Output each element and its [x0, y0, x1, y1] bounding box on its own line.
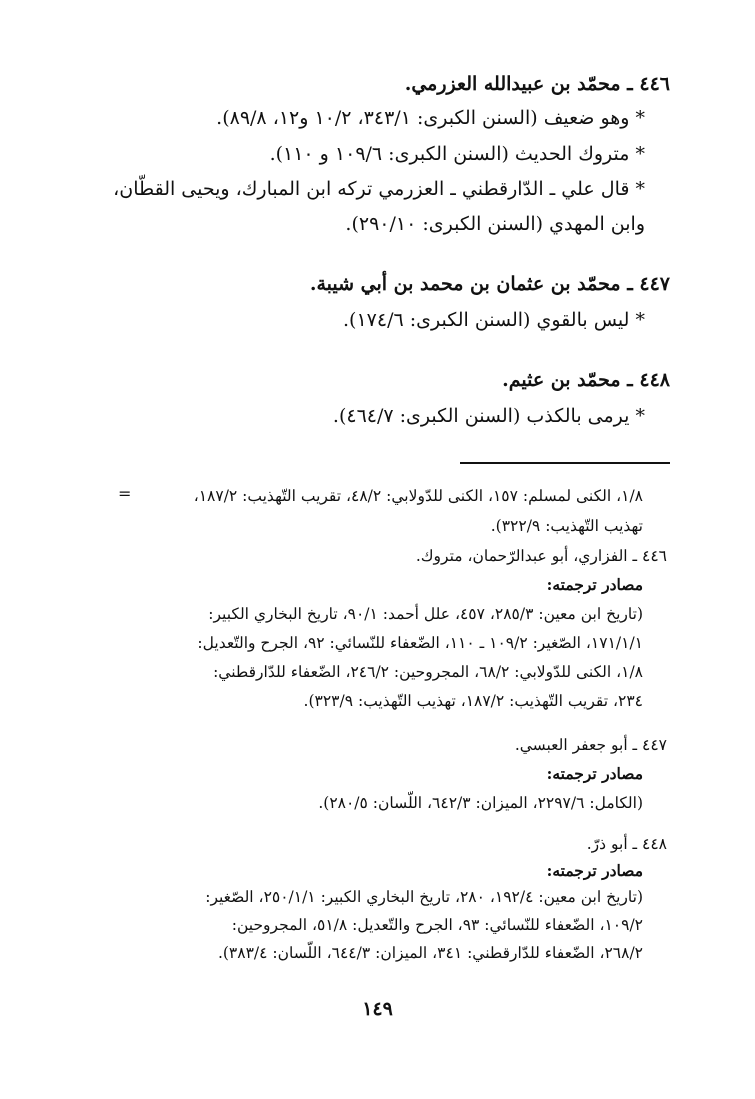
footnote-separator	[460, 462, 670, 464]
footnote-prev-line-1: ١/٨، الكنى لمسلم: ١٥٧، الكنى للدّولابي: ٤٨/٢، تقريب التّهذيب: ١٨٧/٢،	[193, 487, 643, 505]
entry-448-heading: ٤٤٨ ـ محمّد بن عثيم.	[502, 369, 670, 391]
entry-446-heading: ٤٤٦ ـ محمّد بن عبيدالله العزرمي.	[404, 73, 670, 95]
footnote-446-sources-label: مصادر ترجمته:	[546, 575, 643, 594]
continuation-mark: =	[118, 484, 132, 503]
footnote-446-line-4: ٢٣٤، تقريب التّهذيب: ١٨٧/٢، تهذيب التّهذيب: ٣٢٣/٩).	[303, 692, 643, 710]
entry-447-heading: ٤٤٧ ـ محمّد بن عثمان بن محمد بن أبي شيبة.	[309, 273, 670, 295]
footnote-prev-line-2: تهذيب التّهذيب: ٣٢٢/٩).	[490, 517, 643, 535]
footnote-446-line-3: ١/٨، الكنى للدّولابي: ٦٨/٢، المجروحين: ٢٤٦/٢، الضّعفاء للدّارقطني:	[213, 663, 643, 681]
footnote-448-sources-label: مصادر ترجمته:	[546, 861, 643, 880]
footnote-447-sources-label: مصادر ترجمته:	[546, 764, 643, 783]
footnote-448-heading: ٤٤٨ ـ أبو ذرّ.	[586, 835, 667, 853]
footnote-447-line-1: (الكامل: ٢٢٩٧/٦، الميزان: ٦٤٢/٣، اللّسان: ٢٨٠/٥).	[318, 794, 643, 812]
footnote-448-line-3: ٢٦٨/٢، الضّعفاء للدّارقطني: ٣٤١، الميزان: ٦٤٤/٣، اللّسان: ٣٨٣/٤).	[217, 944, 643, 962]
footnote-446-line-2: ١٧١/١/١، الصّغير: ١٠٩/٢ ـ ١١٠، الضّعفاء للنّسائي: ٩٢، الجرح والتّعديل:	[197, 634, 643, 652]
footnote-446-heading: ٤٤٦ ـ الفزاري، أبو عبدالرّحمان، متروك.	[415, 547, 667, 565]
page-number: ١٤٩	[362, 998, 393, 1020]
entry-447-line-1: * ليس بالقوي (السنن الكبرى: ١٧٤/٦).	[343, 309, 645, 331]
entry-448-line-1: * يرمى بالكذب (السنن الكبرى: ٤٦٤/٧).	[332, 405, 645, 427]
footnote-448-line-1: (تاريخ ابن معين: ١٩٢/٤، ٢٨٠، تاريخ البخاري الكبير: ٢٥٠/١/١، الصّغير:	[205, 888, 643, 906]
entry-446-line-2: * متروك الحديث (السنن الكبرى: ١٠٩/٦ و ١١٠).	[269, 143, 645, 165]
entry-446-line-3: * قال علي ـ الدّارقطني ـ العزرمي تركه ابن المبارك، ويحيى القطّان،	[113, 178, 645, 200]
footnote-448-line-2: ١٠٩/٢، الضّعفاء للنّسائي: ٩٣، الجرح والتّعديل: ٥١/٨، المجروحين:	[231, 916, 643, 934]
entry-446-line-1: * وهو ضعيف (السنن الكبرى: ٣٤٣/١، ١٠/٢ و١٢، ٨٩/٨).	[216, 107, 645, 129]
footnote-446-line-1: (تاريخ ابن معين: ٢٨٥/٣، ٤٥٧، علل أحمد: ٩٠/١، تاريخ البخاري الكبير:	[208, 605, 643, 623]
entry-446-line-4: وابن المهدي (السنن الكبرى: ٢٩٠/١٠).	[345, 213, 645, 235]
footnote-447-heading: ٤٤٧ ـ أبو جعفر العبسي.	[514, 736, 667, 754]
